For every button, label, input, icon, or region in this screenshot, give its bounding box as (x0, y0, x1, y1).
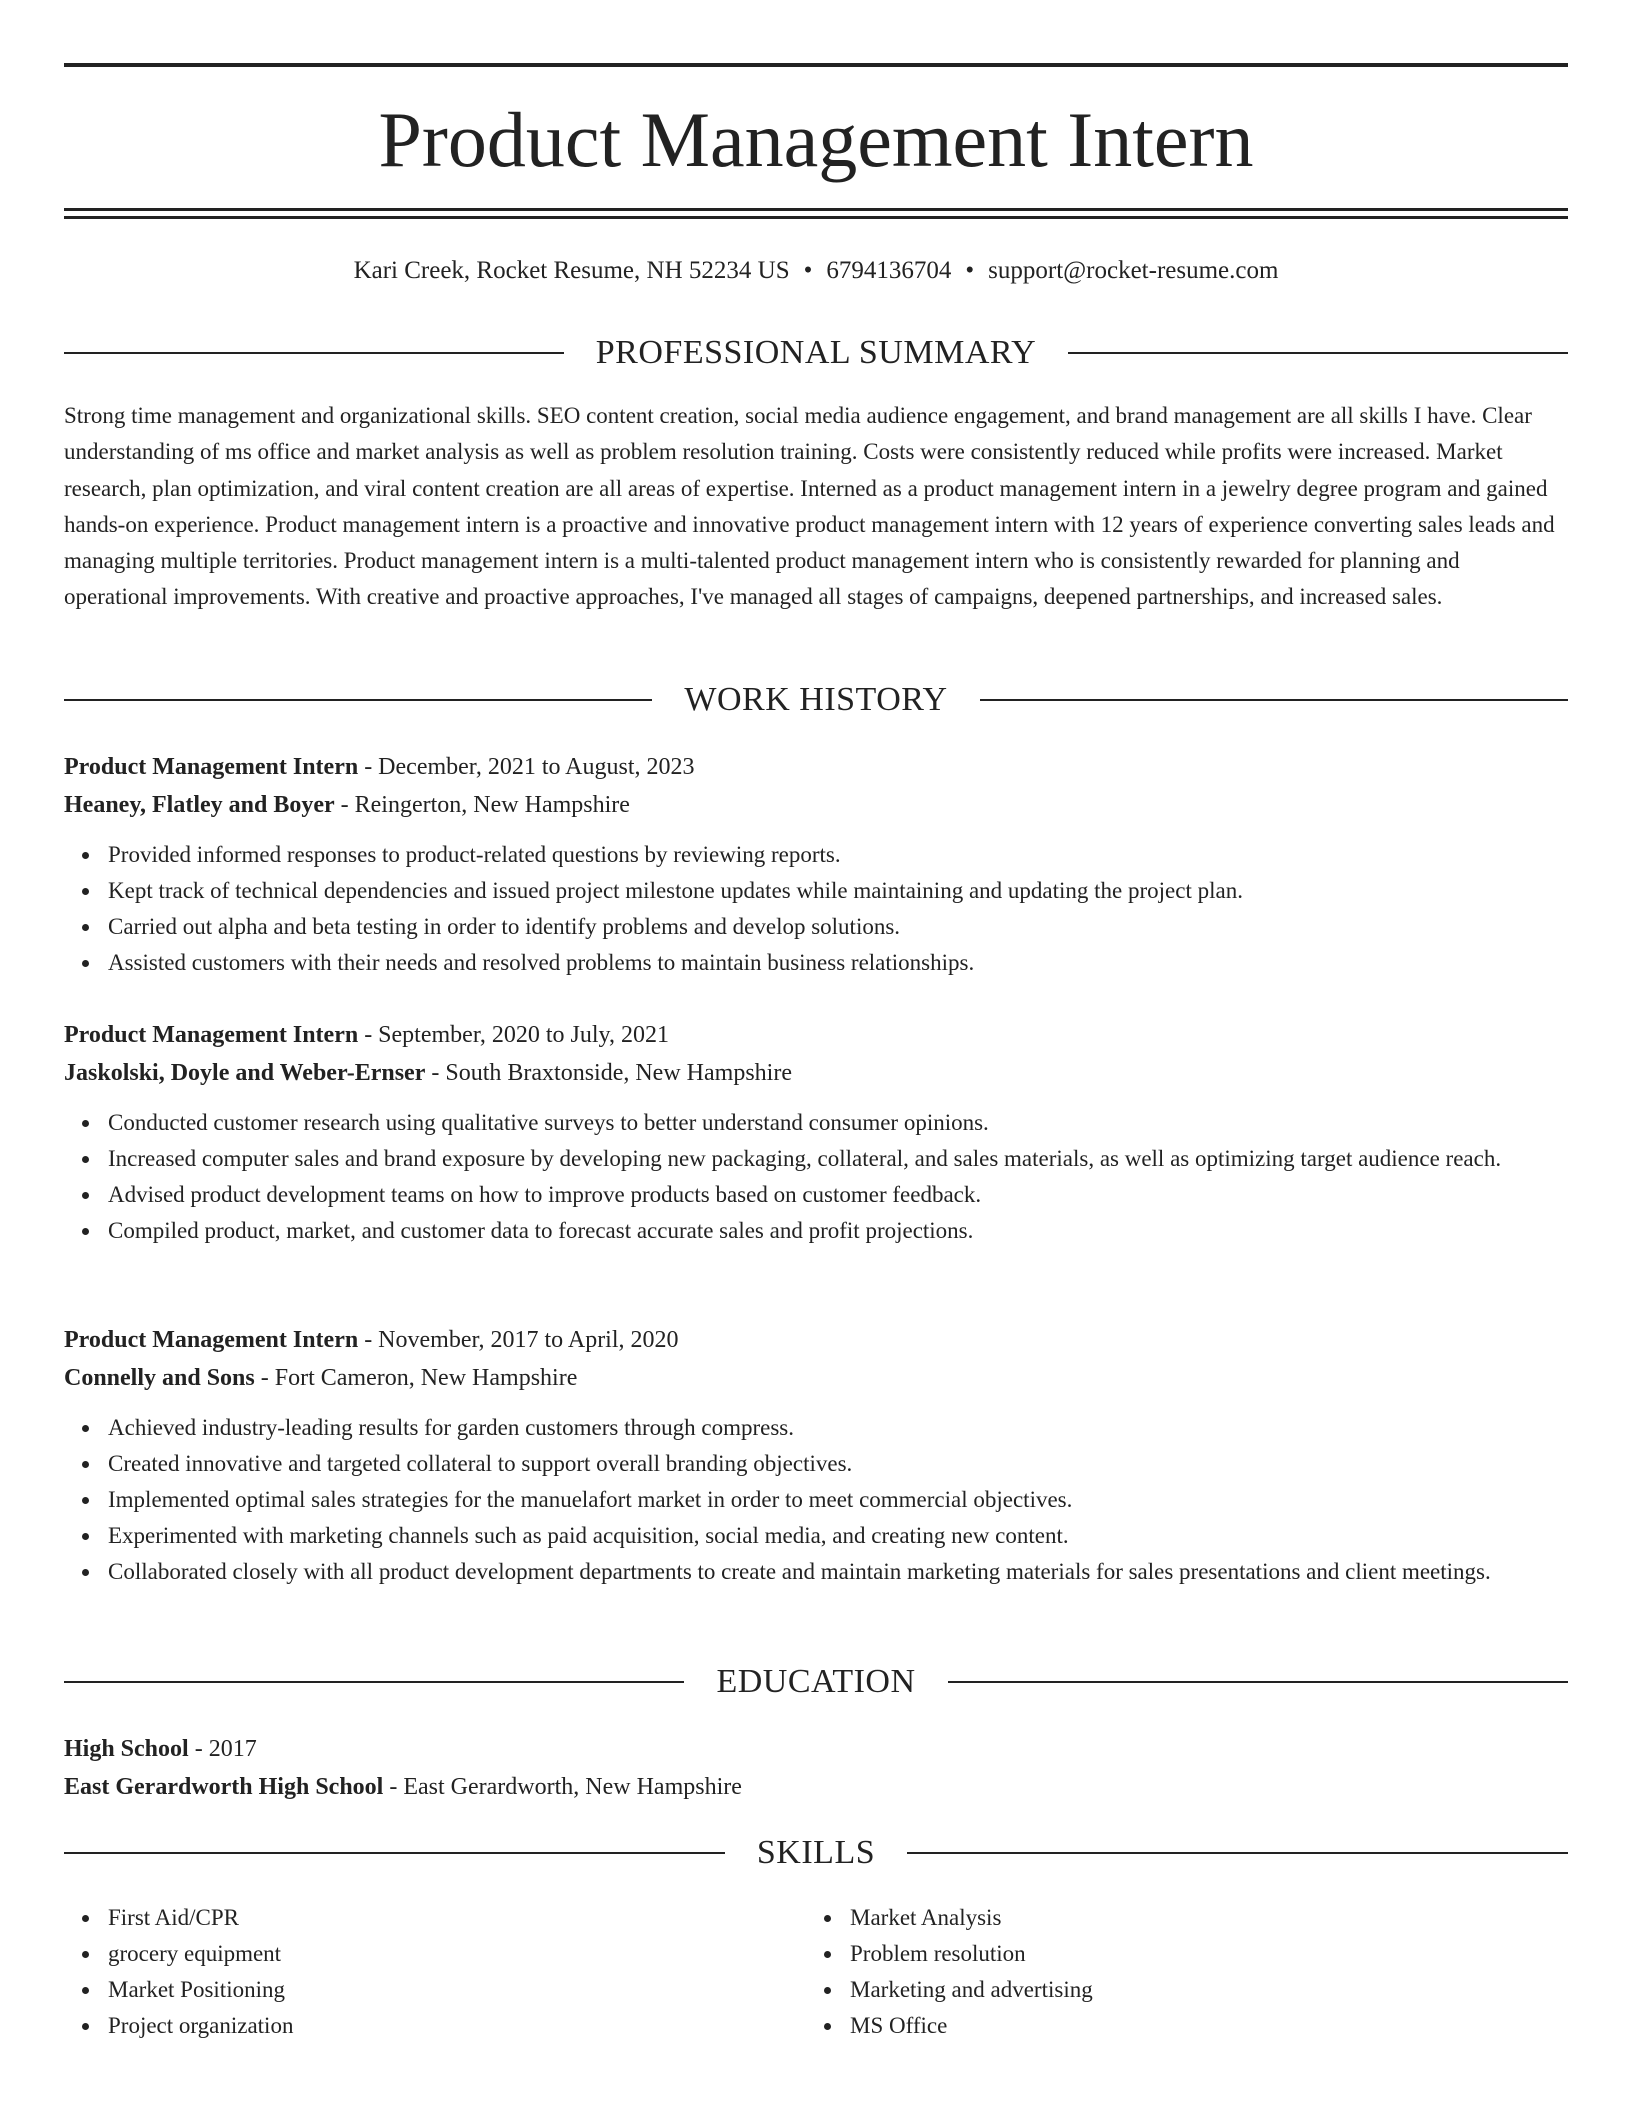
summary-paragraph: Strong time management and organizational skills. SEO content creation, social media audience engagement, and brand management are all skills I have. Clear understanding of ms office and market analysis as well as problem resolution training. Costs were consistently reduced while profits were increased. Market research, plan optimization, and viral content creation are all areas of expertise. Interned as a product management intern in a jewelry degree program and gained hands-on experience. Product management intern is a proactive and innovative product management intern with 12 years of experience converting sales leads and managing multiple territories. Product management intern is a multi-talented product management intern who is consistently rewarded for planning and operational improvements. With creative and proactive approaches, I've managed all stages of campaigns, deepened partnerships, and increased sales. (64, 403, 1555, 610)
list-item: Experimented with marketing channels such as paid acquisition, social media, and creating new content. (108, 1518, 1568, 1554)
job-bullets (64, 837, 1568, 981)
job-title-line (64, 748, 1568, 786)
list-item: Kept track of technical dependencies and issued project milestone updates while maintaining and updating the project plan. (108, 873, 1568, 909)
education-degree-line (64, 1730, 1568, 1768)
list-item: Compiled product, market, and customer data to forecast accurate sales and profit projections. (108, 1213, 1568, 1249)
contact-line (64, 254, 1568, 288)
job-company-line (64, 1359, 1568, 1397)
job-company-line (64, 786, 1568, 824)
job-entry (64, 748, 1568, 981)
contact-phone: 6794136704 (826, 257, 952, 284)
header-double-rule-lower (64, 216, 1568, 219)
list-item: Carried out alpha and beta testing in order to identify problems and develop solutions. (108, 909, 1568, 945)
list-item: Provided informed responses to product-related questions by reviewing reports. (108, 837, 1568, 873)
heading-rule-right (907, 1852, 1568, 1854)
job-company: Connelly and Sons (64, 1365, 255, 1391)
job-bullets (64, 1105, 1568, 1249)
contact-email[interactable]: support@rocket-resume.com (988, 257, 1279, 284)
section-title: SKILLS (756, 1834, 876, 1871)
job-company: Jaskolski, Doyle and Weber-Ernser (64, 1060, 426, 1086)
job-location: - South Braxtonside, New Hampshire (425, 1060, 792, 1086)
skill-item: Problem resolution (850, 1936, 1506, 1972)
job-title-line (64, 1321, 1568, 1359)
section-heading-summary (64, 333, 1568, 373)
job-role: Product Management Intern (64, 754, 359, 780)
job-dates: - November, 2017 to April, 2020 (358, 1327, 679, 1353)
job-company: Heaney, Flatley and Boyer (64, 792, 335, 818)
job-company-line (64, 1054, 1568, 1092)
skill-item: Project organization (108, 2008, 764, 2044)
job-role: Product Management Intern (64, 1327, 359, 1353)
job-title-line (64, 1016, 1568, 1054)
job-bullets (64, 1410, 1568, 1590)
section-title: EDUCATION (716, 1663, 916, 1700)
list-item: Increased computer sales and brand exposure by developing new packaging, collateral, and sales materials, as well as optimizing target audience reach. (108, 1141, 1568, 1177)
list-item: Advised product development teams on how to improve products based on customer feedback. (108, 1177, 1568, 1213)
education-school: East Gerardworth High School (64, 1774, 384, 1800)
skills-column-right (806, 1900, 1506, 2044)
list-item: Assisted customers with their needs and resolved problems to maintain business relationships. (108, 945, 1568, 981)
section-heading-work-history (64, 680, 1568, 720)
header-double-rule-upper (64, 208, 1568, 211)
skill-item: First Aid/CPR (108, 1900, 764, 1936)
section-title: PROFESSIONAL SUMMARY (595, 334, 1037, 371)
list-item: Collaborated closely with all product development departments to create and maintain marketing materials for sales presentations and client meetings. (108, 1554, 1568, 1590)
heading-rule-left (64, 352, 564, 354)
heading-rule-left (64, 1852, 725, 1854)
job-entry (64, 1016, 1568, 1249)
skill-item: Marketing and advertising (850, 1972, 1506, 2008)
job-entry (64, 1321, 1568, 1590)
section-title: WORK HISTORY (684, 681, 948, 718)
heading-rule-right (980, 699, 1568, 701)
list-item: Achieved industry-leading results for garden customers through compress. (108, 1410, 1568, 1446)
education-entry (64, 1730, 1568, 1806)
list-item: Created innovative and targeted collateral to support overall branding objectives. (108, 1446, 1568, 1482)
section-heading-skills (64, 1833, 1568, 1873)
heading-rule-right (948, 1681, 1568, 1683)
skills-list (64, 1900, 764, 2044)
contact-separator: • (803, 257, 813, 284)
job-dates: - September, 2020 to July, 2021 (358, 1022, 669, 1048)
skills-list (806, 1900, 1506, 2044)
job-dates: - December, 2021 to August, 2023 (358, 754, 695, 780)
education-year: - 2017 (188, 1736, 257, 1762)
contact-separator: • (965, 257, 975, 284)
skill-item: grocery equipment (108, 1936, 764, 1972)
education-school-line (64, 1768, 1568, 1806)
list-item: Conducted customer research using qualitative surveys to better understand consumer opinions. (108, 1105, 1568, 1141)
job-location: - Fort Cameron, New Hampshire (254, 1365, 578, 1391)
job-role: Product Management Intern (64, 1022, 359, 1048)
education-location: - East Gerardworth, New Hampshire (383, 1774, 742, 1800)
heading-rule-right (1068, 352, 1568, 354)
skill-item: Market Analysis (850, 1900, 1506, 1936)
list-item: Implemented optimal sales strategies for the manuelafort market in order to meet commercial objectives. (108, 1482, 1568, 1518)
job-location: - Reingerton, New Hampshire (334, 792, 630, 818)
candidate-name: Product Management Intern (378, 96, 1254, 183)
section-heading-education (64, 1662, 1568, 1702)
heading-rule-left (64, 699, 652, 701)
contact-address: Kari Creek, Rocket Resume, NH 52234 US (353, 257, 790, 284)
skill-item: MS Office (850, 2008, 1506, 2044)
skills-column-left (64, 1900, 764, 2044)
education-degree: High School (64, 1736, 189, 1762)
skill-item: Market Positioning (108, 1972, 764, 2008)
header-top-rule (64, 63, 1568, 67)
heading-rule-left (64, 1681, 684, 1683)
